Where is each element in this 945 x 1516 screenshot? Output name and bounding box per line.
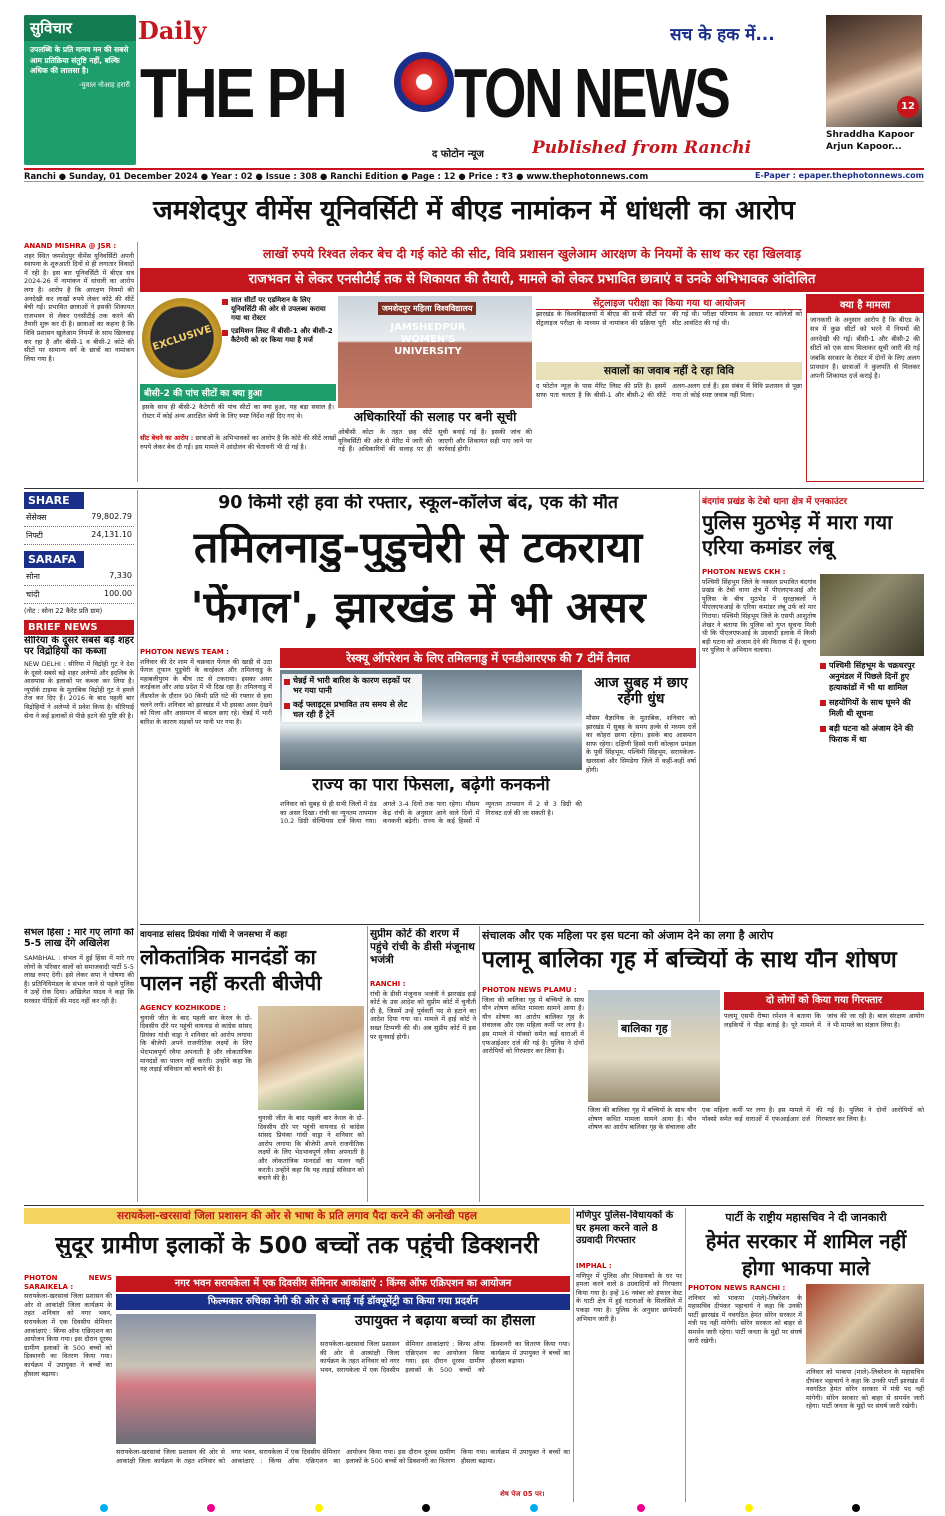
daily-label: Daily [138, 16, 207, 45]
divider [137, 242, 138, 482]
encounter-byline: PHOTON NEWS CKH : [702, 568, 786, 576]
lead-sub2: राजभवन से लेकर एनसीटीई तक से शिकायत की तैयारी, मामले को लेकर प्रभावित छात्राएं व उनके अभिभावक आंदोलित [140, 268, 924, 292]
shelter-body: जिला की बालिका गृह में बच्चियों के साथ यौन शोषण कथित मामला सामने आया है। यौन शोषण का आरोप बालिका गृह के संचालक और एक महिला कर्मी पर लगा है। इस मामले में पॉक्सो समेत कई धाराओं में एफआईआर दर्ज की गई है। पुलिस ने दोनों आरोपियों को गिरफ्तार कर लिया है। [482, 995, 584, 1056]
shelter-body-col [482, 986, 584, 1202]
lead-headline: जमशेदपुर वीमेंस यूनिवर्सिटी में बीएड नामांकन में धांधली का आरोप [153, 196, 795, 226]
cyclone-bullet [282, 674, 422, 698]
advice-title: अधिकारियों की सलाह पर बनी सूची [353, 410, 517, 424]
dictionary-footnote: शेष पेज 05 पर। [500, 1490, 545, 1498]
lead-bullets [222, 296, 334, 345]
encounter-bullet [820, 697, 924, 719]
color-dot [207, 1504, 215, 1512]
suvichar-box [24, 15, 136, 165]
encounter-photo [820, 574, 924, 656]
shelter-body-cont: जिला की बालिका गृह में बच्चियों के साथ यौन शोषण कथित मामला सामने आया है। यौन शोषण का आरोप बालिका गृह के संचालक और एक महिला कर्मी पर लगा है। इस मामले में पॉक्सो समेत कई धाराओं में एफआईआर दर्ज की गई है। पुलिस ने दोनों आरोपियों को गिरफ्तार कर लिया है। [588, 1106, 924, 1132]
lead-body: शहर स्थित जमशेदपुर वीमेंस यूनिवर्सिटी अपनी स्थापना के शुरुआती दिनों से ही लगातार विवादों में रही है। इस बार यूनिवर्सिटी में बीएड सत्र 2024-26 में नामांकन में धांधली का आरोप लगा है। आरोप है कि आरक्षण नियमों की अनदेखी कर लाखों रुपये लेकर कोटे की सीटें बेची गईं। प्रभावित छात्राओं ने इसकी शिकायत राजभवन से लेकर एनसीटीई तक करने की तैयारी शुरू कर दी है। छात्राओं का कहना है कि विवि प्रशासन खुलेआम नियमों के साथ खिलवाड़ कर रहा है और बीसी-1 व बीसी-2 कोटे की सीटों पर सामान्य वर्ग के छात्रों का नामांकन लिया गया है। [24, 251, 134, 363]
brief-h1: सीरिया के दूसरे सबसे बड़े शहर पर विद्रोहियों का कब्जा [24, 636, 134, 657]
manipur-body-col [576, 1262, 682, 1502]
suvichar-text: उपलब्धि के प्रति मानव मन की सबसे आम प्रतिक्रिया संतुष्टि नहीं, बल्कि अधिक की लालसा है। [30, 45, 129, 75]
suvichar-author: -युवाल नोआह हरारी [78, 80, 130, 89]
share-row [24, 527, 134, 545]
divider [573, 1208, 574, 1502]
dictionary-body-2 [320, 1340, 570, 1444]
share-label: सेंसेक्स [26, 513, 47, 522]
encounter-bullet-text-3: बड़ी घटना को अंजाम देने की फिराक में था [829, 724, 914, 744]
dictionary-body-cont2: सरायकेला-खरसावां जिला प्रशासन की ओर से आकांक्षी जिला कार्यक्रम के तहत शनिवार को नगर भवन, सरायकेला में एक दिवसीय सेमिनार आकांक्षाएं : किंग्स ऑफ एक्रिएशन का आयोजन किया गया। इस दौरान दूरस्थ ग्रामीण इलाकों के 500 बच्चों को डिक्शनरी का वितरण किया गया। कार्यक्रम में उपायुक्त ने बच्चों का हौसला बढ़ाया। [116, 1448, 570, 1465]
color-dot [100, 1504, 108, 1512]
fog-title: आज सुबह में छाए रहेंगी धुंध [594, 676, 688, 707]
bc2-box [140, 384, 336, 434]
paper-name-left: THE PH [140, 54, 346, 132]
hemant-body-cont: शनिवार को भाकपा (माले)-लिबरेशन के महासचिव दीपंकर भट्टाचार्य ने कहा कि उनकी पार्टी झारखंड में नवगठित हेमंत सोरेन सरकार में मंत्री पद नहीं मांगेगी। सोरेन सरकार को बाहर से समर्थन जारी रहेगा। पार्टी जनता के मुद्दों पर संघर्ष जारी रखेगी। [806, 1368, 924, 1411]
priyanka-byline: AGENCY KOZHIKODE : [140, 1004, 226, 1012]
divider [685, 1208, 686, 1502]
dictionary-strap1: नगर भवन सरायकेला में एक दिवसीय सेमिनार आकांक्षाएं : किंग्स ऑफ एक्रिएशन का आयोजन [116, 1276, 570, 1292]
priyanka-body-col [140, 1004, 252, 1204]
dictionary-body: सरायकेला-खरसावां जिला प्रशासन की ओर से आकांक्षी जिला कार्यक्रम के तहत शनिवार को नगर भवन, सरायकेला में एक दिवसीय सेमिनार आकांक्षाएं : किंग्स ऑफ एक्रिएशन का आयोजन किया गया। इस दौरान दूरस्थ ग्रामीण इलाकों के 500 बच्चों को डिक्शनरी का वितरण किया गया। कार्यक्रम में उपायुक्त ने बच्चों का हौसला बढ़ाया। [24, 1292, 112, 1378]
cyclone-headline1: तमिलनाडु-पुडुचेरी से टकराया [193, 524, 643, 573]
lead-bullet [222, 296, 334, 323]
lead-bullet [222, 327, 334, 345]
hemant-body-2 [806, 1368, 924, 1502]
court-headline: सुप्रीम कोर्ट की शरण में पहुंचे रांची के डीसी मंजूनाथ भजंत्री [370, 928, 475, 966]
hemant-byline: PHOTON NEWS RANCHI : [688, 1284, 786, 1292]
celebrity-caption: Shraddha Kapoor Arjun Kapoor... [826, 130, 915, 152]
encounter-bullets [820, 660, 924, 745]
encounter-body: पश्चिमी सिंहभूम जिले के नक्सल प्रभावित बंदगांव प्रखंड के टेबो थाना क्षेत्र में पीएलएफआई और पुलिस के बीच मुठभेड़ में सुरक्षाबलों ने पीएलएफआई के एरिया कमांडर लंबू उर्फ को मार गिराया। पश्चिमी सिंहभूम जिले के एसपी आशुतोष शेखर ने बताया कि पुलिस को गुप्त सूचना मिली थी कि पीएलएफआई के उग्रवादी इलाके में किसी बड़ी घटना को अंजाम देने की फिराक में हैं। सूचना पर पुलिस ने अभियान चलाया। [702, 577, 816, 655]
exclusive-label: EXCLUSIVE [151, 323, 213, 353]
uni-banner: जमशेदपुर महिला विश्वविद्यालय [378, 302, 476, 315]
sarafa-title: SARAFA [24, 551, 84, 568]
sarafa-note: (नोट : सोना 22 कैरेट प्रति ग्राम) [24, 607, 103, 615]
divider [137, 490, 138, 1202]
divider [367, 926, 368, 1202]
university-photo [338, 296, 532, 408]
sarafa-value: 7,330 [109, 571, 132, 580]
cyclone-strap: रेस्क्यू ऑपरेशन के लिए तमिलनाडु में एनडीआरएफ की 7 टीमें तैनात [280, 648, 696, 668]
manipur-byline: IMPHAL : [576, 1262, 612, 1270]
encounter-bullet-text-2: सहयोगियों के साथ घूमने की मिली थी सूचना [829, 698, 911, 718]
encounter-bullet-text-1: पश्चिमी सिंहभूम के चक्रधरपुर अनुमंडल में पिछले दिनों हुए हत्याकांडों में भी था शामिल [829, 661, 915, 692]
court-byline: RANCHI : [370, 980, 406, 988]
divider [24, 1205, 924, 1206]
hemant-photo [806, 1284, 924, 1364]
divider [140, 924, 924, 925]
share-value: 24,131.10 [91, 530, 132, 539]
paper-name-right-wrap [454, 50, 824, 136]
shelter-top: संचालक और एक महिला पर इस घटना को अंजाम देने का लगा है आरोप [482, 929, 774, 942]
priyanka-body-cont: चुनावी जीत के बाद पहली बार केरल के दो-दिवसीय दौरे पर पहुंची वायनाड से कांग्रेस सांसद प्रियंका गांधी वाड्रा ने शनिवार को आरोप लगाया कि बीजेपी अपने राजनीतिक लक्ष्यों के लिए भेदभावपूर्ण रवैया अपनाती है और लोकतांत्रिक मानदंडों का पालन नहीं करती। उन्होंने कहा कि यह लड़ाई संविधान को बचाने की है। [258, 1114, 364, 1183]
seat-col [140, 434, 336, 482]
cyclone-headline2: 'फेंगल', झारखंड में भी असर [190, 584, 646, 633]
whatis-title: क्या है मामला [807, 295, 923, 313]
uni-sign: JAMSHEDPUR WOMEN'S UNIVERSITY [390, 322, 466, 357]
temp-title: राज्य का पारा फिसला, बढ़ेगी कनकनी [312, 776, 550, 795]
color-dot [637, 1504, 645, 1512]
shelter-headline: पलामू बालिका गृह में बच्चियों के साथ यौन शोषण [482, 948, 897, 973]
priyanka-body-2 [258, 1114, 364, 1204]
shelter-body-2: पलामू एसपी रीष्मा रमेशन ने बताया कि लड़कियों ने पीड़ा बताई है। पूरे मामले में जांच की जा रही है। बाल संरक्षण आयोग ने भी मामले का संज्ञान लिया है। [724, 1012, 924, 1029]
lead-body-col [24, 242, 134, 482]
divider [479, 926, 480, 1202]
bc2-title: बीसी-2 की पांच सीटों का क्या हुआ [140, 384, 336, 401]
shelter-strap: दो लोगों को किया गया गिरफ्तार [724, 992, 924, 1010]
lead-byline: ANAND MISHRA @ JSR : [24, 242, 117, 250]
seat-text: छात्राओं के अभिभावकों का आरोप है कि कोटे की सीटें लाखों रुपये लेकर बेच दी गईं। इस मामले में आंदोलन की चेतावनी भी दी गई है। [140, 434, 336, 451]
color-dot [530, 1504, 538, 1512]
encounter-bullet [820, 723, 924, 745]
cyclone-body-col [140, 648, 272, 920]
paper-name-right: TON NEWS [454, 54, 729, 132]
brief-t1: NEW DELHI : सीरिया में विद्रोही गुट ने देश के दूसरे सबसे बड़े शहर अलेप्पो और इदलिब के आसपास के इलाकों पर कब्जा कर लिया है। न्यूयॉर्क टाइम्स के मुताबिक विद्रोही गुट ने हमले तेज कर दिए हैं। 2016 के बाद पहली बार विद्रोहियों ने अलेप्पो में प्रवेश किया है। सीरियाई सेना ने कई इलाकों से पीछे हटने की पुष्टि की है। [24, 660, 134, 720]
shelter-body-3 [588, 1106, 924, 1202]
info-bar [24, 168, 924, 182]
cyclone-byline: PHOTON NEWS TEAM : [140, 648, 229, 656]
dictionary-body-col [24, 1274, 112, 1500]
dictionary-photo [116, 1314, 316, 1444]
share-value: 79,802.79 [91, 512, 132, 521]
lead-bullet-text-1: सात सीटों पर एडमिशन के लिए यूनिवर्सिटी की ओर से उपलब्ध कराया गया था रोस्टर [231, 296, 326, 322]
shelter-photo [588, 990, 720, 1102]
share-title: SHARE [24, 492, 84, 509]
dictionary-body-cont: सरायकेला-खरसावां जिला प्रशासन की ओर से आकांक्षी जिला कार्यक्रम के तहत शनिवार को नगर भवन, सरायकेला में एक दिवसीय सेमिनार आकांक्षाएं : किंग्स ऑफ एक्रिएशन का आयोजन किया गया। इस दौरान दूरस्थ ग्रामीण इलाकों के 500 बच्चों को डिक्शनरी का वितरण किया गया। कार्यक्रम में उपायुक्त ने बच्चों का हौसला बढ़ाया। [320, 1340, 570, 1374]
dictionary-sub: उपायुक्त ने बढ़ाया बच्चों का हौसला [354, 1314, 536, 1329]
dictionary-headline: सुदूर ग्रामीण इलाकों के 500 बच्चों तक पहुंची डिक्शनरी [55, 1232, 539, 1259]
whatis-box [806, 294, 924, 482]
share-row [24, 509, 134, 527]
dictionary-strap2: फिल्मकार रुचिका नेगी की ओर से बनाई गई डॉक्यूमेंट्री का किया गया प्रदर्शन [116, 1294, 570, 1310]
questions-text: द फोटोन न्यूज़ के पास मेरिट लिस्ट की प्रति है। इसमें साफ पता चलता है कि बीसी-1 और बीसी-2 की सीटें अलग-अलग दर्ज हैं। इस संबंध में विवि प्रशासन से पूछा गया तो कोई स्पष्ट जवाब नहीं मिला। [536, 382, 802, 399]
exclusive-badge [132, 288, 233, 389]
hemant-body: शनिवार को भाकपा (माले)-लिबरेशन के महासचिव दीपंकर भट्टाचार्य ने कहा कि उनकी पार्टी झारखंड में नवगठित हेमंत सोरेन सरकार में मंत्री पद नहीं मांगेगी। सोरेन सरकार को बाहर से समर्थन जारी रहेगा। पार्टी जनता के मुद्दों पर संघर्ष जारी रखेगी। [688, 1293, 802, 1345]
central-text: झारखंड के विश्वविद्यालयों में बीएड की सभी सीटों पर सेंट्रलाइज परीक्षा के माध्यम से नामांकन की प्रक्रिया पूरी की गई थी। परीक्षा परिणाम के आधार पर कॉलेजों को सीट आवंटित की गई थी। [536, 310, 802, 327]
priyanka-headline: लोकतांत्रिक मानदंडों का पालन नहीं करती बीजेपी [140, 945, 322, 995]
encounter-body-col [702, 568, 816, 920]
cyclone-bullet-text-1: चेन्नई में भारी बारिश के कारण सड़कों पर भर गया पानी [293, 676, 411, 695]
cyclone-body: शनिवार की देर शाम में चक्रवात फेंगल की खाड़ी से उठा फेंगल तूफान पुडुचेरी के करईकल और तमिलनाडु के महाबलीपुरम के बीच तट से टकराया। इसका असर करईकल और आंध्र प्रदेश में भी दिख रहा है। तमिलनाडु में लैंडफॉल के दौरान 90 किमी प्रति घंटे की रफ्तार से हवा चलने लगी। शनिवार को झारखंड में भी इसका असर देखने को मिला और आसमान में बादल छाए रहे। चेन्नई में भारी बारिश के कारण सड़कों पर पानी भर गया है। [140, 657, 272, 726]
brief-title: BRIEF NEWS [24, 620, 134, 635]
hemant-headline: हेमंत सरकार में शामिल नहीं होगा भाकपा माले [705, 1229, 907, 1280]
photon-logo [394, 52, 454, 112]
cyclone-top: 90 किमी रही हवा की रफ्तार, स्कूल-कॉलेज बंद, एक की मौत [218, 494, 618, 513]
priyanka-photo [258, 1006, 364, 1110]
registration-marks [100, 1504, 860, 1512]
manipur-headline: मणिपुर पुलिस-विधायकों के घर हमला करने वाले 8 उग्रवादी गिरफ्तार [576, 1210, 674, 1246]
lead-bullet-text-2: एडमिशन लिस्ट में बीसी-1 और बीसी-2 कैटेगरी को दर किया गया है मर्ज [231, 327, 333, 344]
dictionary-top: सरायकेला-खरसावां जिला प्रशासन की ओर से भाषा के प्रति लगाव पैदा करने की अनोखी पहल [24, 1208, 570, 1224]
brief-t2: SAMBHAL : संभल में हुई हिंसा में मारे गए लोगों के परिवार वालों को समाजवादी पार्टी 5-5 लाख रुपए देगी। इसे लेकर सपा ने घोषणा की है। प्रतिनिधिमंडल के संभल जाने से पहले पुलिस ने उन्हें रोक दिया। अखिलेश यादव ने कहा कि सरकार पीड़ितों की मदद नहीं कर रही है। [24, 954, 134, 1005]
color-dot [852, 1504, 860, 1512]
questions-title: सवालों का जवाब नहीं दे रहा विवि [536, 362, 802, 380]
shelter-sign: बालिका गृह [618, 1020, 671, 1037]
divider [699, 490, 700, 922]
color-dot [422, 1504, 430, 1512]
whatis-text: जानकारी के अनुसार आरोप है कि बीएड के सत्र में कुछ सीटों को भरने में नियमों की अनदेखी की गई। बीसी-1 और बीसी-2 की सीटों को एक साथ मिलाकर सूची जारी की गई जबकि सरकार के रोस्टर में दोनों के लिए अलग प्रावधान है। छात्राओं ने कुलपति से मिलकर अपनी शिकायत दर्ज कराई है। [810, 316, 920, 381]
encounter-headline: पुलिस मुठभेड़ में मारा गया एरिया कमांडर लंबू [702, 510, 893, 559]
tagline: सच के हक में... [670, 25, 775, 45]
advice-text: ओबीसी कोटा के तहत छह सीटें यूनिवर्सिटी की ओर से मेरिट में जारी की गई हैं। अधिकारियों की सलाह पर ही सूची बनाई गई है। इसकी जांच की जाएगी और शिकायत सही पाए जाने पर कार्रवाई होगी। [338, 428, 532, 454]
info-bar-text: Ranchi ● Sunday, 01 December 2024 ● Year : 02 ● Issue : 308 ● Ranchi Edition ● Page : 12 ● Price : ₹3 ● www.thephotonnews.com [24, 170, 649, 181]
priyanka-body: चुनावी जीत के बाद पहली बार केरल के दो-दिवसीय दौरे पर पहुंची वायनाड से कांग्रेस सांसद प्रियंका गांधी वाड्रा ने शनिवार को आरोप लगाया कि बीजेपी अपने राजनीतिक लक्ष्यों के लिए भेदभावपूर्ण रवैया अपनाती है और लोकतांत्रिक मानदंडों का पालन नहीं करती। उन्होंने कहा कि यह लड़ाई संविधान को बचाने की है। [140, 1013, 252, 1074]
bc2-text: इसके साथ ही बीसी-2 कैटेगरी की पांच सीटों का क्या हुआ, यह बड़ा सवाल है। रोस्टर में कोई अन्य आरक्षित श्रेणी के लिए स्पष्ट निर्देश नहीं दिए गए थे। [142, 403, 334, 420]
shelter-byline: PHOTON NEWS PLAMU : [482, 986, 577, 994]
central-title: सेंट्रलाइज परीक्षा का किया गया था आयोजन [536, 296, 802, 310]
hemant-body-col [688, 1284, 802, 1502]
cyclone-bullets [282, 674, 422, 722]
sarafa-label: चांदी [26, 590, 40, 599]
divider [24, 488, 924, 489]
color-dot [315, 1504, 323, 1512]
sarafa-label: सोना [26, 572, 40, 581]
sarafa-row [24, 586, 134, 604]
brief-h2: संभल हिंसा : मारे गए लोगों को 5-5 लाख देंगे अखिलेश [24, 928, 134, 949]
priyanka-top: वायनाड सांसद प्रियंका गांधी ने जनसभा में कहा [140, 930, 287, 940]
celebrity-page-badge: 12 [897, 96, 919, 118]
fog-text: मौसम वैज्ञानिक के मुताबिक, शनिवार को झारखंड में सुबह के समय हल्के से मध्यम दर्जे का कोहरा छाया रहेगा। इसके बाद आसमान साफ रहेगा। दक्षिणी हिस्से यानी कोल्हान प्रमंडल के पूर्वी सिंहभूम, पश्चिमी सिंहभूम, सरायकेला-खरसावां और सिमडेगा जिले में कहीं-कहीं वर्षा होगी। [586, 714, 696, 774]
hemant-top: पार्टी के राष्ट्रीय महासचिव ने दी जानकारी [725, 1211, 887, 1224]
lead-sub1: लाखों रुपये रिश्वत लेकर बेच दी गई कोटे की सीट, विवि प्रशासन खुलेआम आरक्षण के नियमों के साथ कर रहा खिलवाड़ [140, 244, 924, 264]
court-body: रांची के डीसी मंजूनाथ भजंत्री ने झारखंड हाई कोर्ट के उस आदेश को सुप्रीम कोर्ट में चुनौती दी है, जिसमें उन्हें पूर्ववर्ती पद से हटाने का आदेश दिया गया था। मामले में हाई कोर्ट ने सख्त टिप्पणी की थी। अब सुप्रीम कोर्ट में इस पर सुनवाई होगी। [370, 989, 476, 1041]
epaper-link[interactable]: E-Paper : epaper.thephotonnews.com [754, 171, 924, 180]
encounter-top: बंदगांव प्रखंड के टेबो थाना क्षेत्र में एनकाउंटर [702, 497, 848, 507]
suvichar-title: सुविचार [24, 15, 136, 41]
sarafa-row [24, 568, 134, 586]
manipur-body: मणिपुर में पुलिस और विधायकों के घर पर हमला करने वाले 8 उग्रवादियों को गिरफ्तार किया गया है। इन्हें 16 नवंबर को इंफाल वेस्ट के घाटी क्षेत्र में हुई घटनाओं के सिलसिले में पकड़ा गया है। पुलिस के अनुसार छापेमारी अभियान जारी है। [576, 1271, 682, 1323]
share-block [24, 492, 134, 615]
encounter-bullet [820, 660, 924, 693]
cyclone-bullet-text-2: कई फ्लाइट्स प्रभावित तय समय से लेट चल रही हैं ट्रेनें [293, 700, 408, 719]
share-label: निफ्टी [26, 531, 43, 540]
temp-text: शनिवार को सुबह से ही सभी जिलों में ठंड का असर दिखा। रांची का न्यूनतम तापमान 10.2 डिग्री सेल्सियस दर्ज किया गया। अगले 3-4 दिनों तक पारा रहेगा। मौसम केंद्र रांची के अनुसार आने वाले दिनों में कनकनी बढ़ेगी। राज्य के कई हिस्सों में न्यूनतम तापमान में 2 से 3 डिग्री की गिरावट दर्ज की जा सकती है। [280, 800, 582, 826]
court-body-col [370, 980, 476, 1202]
sarafa-value: 100.00 [104, 589, 132, 598]
color-dot [745, 1504, 753, 1512]
cyclone-bullet [282, 698, 422, 722]
hindi-name: द फोटोन न्यूज [432, 149, 484, 160]
seat-title: सीट बेचने का आरोप : [140, 434, 194, 442]
dictionary-byline: PHOTON NEWS SARAIKELA : [24, 1274, 112, 1291]
published-line: Published from Ranchi [532, 138, 752, 158]
